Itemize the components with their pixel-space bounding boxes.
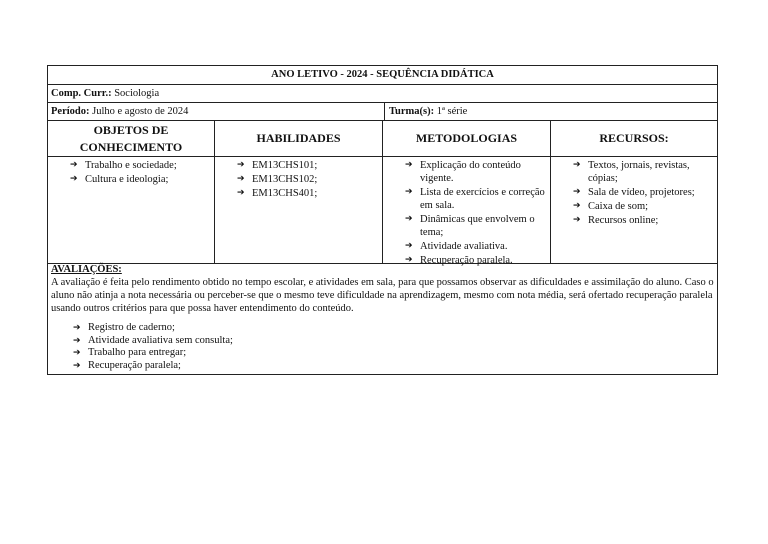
evaluation-list <box>73 322 714 372</box>
right-arrow-icon: ➔ <box>73 335 81 346</box>
resources-list <box>573 159 713 227</box>
class-value: 1ª série <box>434 106 468 117</box>
evaluation-paragraph: A avaliação é feita pelo rendimento obtido no tempo escolar, e atividades em sala, para que possamos observar as dificuldades e assimilação do aluno. Caso o aluno não atinja a nota necessária ou perceber-se que o mesmo teve dificuldade na aprendizagem, mesmo com nota média, será ofertado recuperação paralela usando outros critérios para que possa haver entendimento do conteúdo. <box>51 277 714 314</box>
right-arrow-icon: ➔ <box>405 214 413 224</box>
right-arrow-icon: ➔ <box>73 360 81 371</box>
right-arrow-icon: ➔ <box>573 187 581 197</box>
resources-cell <box>551 157 717 263</box>
period-class-row <box>48 103 717 121</box>
list-item <box>70 173 210 186</box>
right-arrow-icon: ➔ <box>237 188 245 198</box>
list-item-text: Trabalho e sociedade; <box>85 160 177 171</box>
list-item <box>70 159 210 172</box>
right-arrow-icon: ➔ <box>573 215 581 225</box>
right-arrow-icon: ➔ <box>405 255 413 265</box>
list-item <box>405 213 546 239</box>
evaluation-section <box>48 264 717 374</box>
list-item-text: EM13CHS101; <box>252 160 318 171</box>
list-item <box>73 335 714 348</box>
list-item <box>573 186 713 199</box>
right-arrow-icon: ➔ <box>405 187 413 197</box>
evaluation-heading: AVALIAÇÕES: <box>51 264 122 275</box>
list-item <box>73 322 714 335</box>
curriculum-row <box>48 85 717 103</box>
skills-list <box>237 159 378 200</box>
list-item-text: Recuperação paralela; <box>88 359 181 371</box>
list-item-text: Cultura e ideologia; <box>85 174 169 185</box>
content-row <box>48 157 717 264</box>
list-item <box>237 159 378 172</box>
list-item-text: Explicação do conteúdo vigente. <box>420 160 521 184</box>
list-item <box>405 186 546 212</box>
list-item <box>73 347 714 360</box>
right-arrow-icon: ➔ <box>237 174 245 184</box>
knowledge-cell <box>48 157 215 263</box>
list-item <box>73 360 714 373</box>
list-item <box>237 187 378 200</box>
knowledge-list <box>70 159 210 186</box>
list-item <box>573 159 713 185</box>
right-arrow-icon: ➔ <box>573 160 581 170</box>
list-item-text: EM13CHS401; <box>252 188 318 199</box>
list-item-text: Lista de exercícios e correção em sala. <box>420 187 545 211</box>
right-arrow-icon: ➔ <box>405 160 413 170</box>
list-item-text: Atividade avaliativa. <box>420 241 508 252</box>
list-item <box>405 254 546 267</box>
lesson-sequence-table <box>47 65 718 375</box>
list-item-text: Sala de vídeo, projetores; <box>588 187 695 198</box>
list-item-text: Trabalho para entregar; <box>88 347 187 358</box>
list-item-text: Textos, jornais, revistas, cópias; <box>588 160 690 184</box>
right-arrow-icon: ➔ <box>405 241 413 251</box>
period-label: Período: <box>51 106 90 117</box>
right-arrow-icon: ➔ <box>73 323 81 333</box>
right-arrow-icon: ➔ <box>237 160 245 170</box>
list-item-text: Caixa de som; <box>588 201 649 212</box>
document-title: ANO LETIVO - 2024 - SEQUÊNCIA DIDÁTICA <box>48 66 717 85</box>
list-item-text: Dinâmicas que envolvem o tema; <box>420 214 535 238</box>
right-arrow-icon: ➔ <box>70 174 78 184</box>
list-item <box>573 200 713 213</box>
list-item-text: Recursos online; <box>588 215 659 226</box>
column-header-skills: HABILIDADES <box>215 121 383 156</box>
class-cell <box>385 103 717 120</box>
right-arrow-icon: ➔ <box>573 201 581 211</box>
period-cell <box>48 103 385 120</box>
class-label: Turma(s): <box>389 106 435 117</box>
curriculum-value: Sociologia <box>111 88 160 99</box>
period-value: Julho e agosto de 2024 <box>89 106 189 117</box>
methodologies-list <box>405 159 546 267</box>
column-header-knowledge: OBJETOS DE CONHECIMENTO <box>48 121 215 156</box>
column-header-methodologies: METODOLOGIAS <box>383 121 551 156</box>
right-arrow-icon: ➔ <box>70 160 78 170</box>
list-item-text: Recuperação paralela. <box>420 255 513 266</box>
list-item <box>237 173 378 186</box>
list-item <box>573 214 713 227</box>
list-item-text: Registro de caderno; <box>88 322 175 333</box>
list-item-text: Atividade avaliativa sem consulta; <box>88 334 233 346</box>
methodologies-cell <box>383 157 551 266</box>
skills-cell <box>215 157 383 263</box>
list-item-text: EM13CHS102; <box>252 174 318 185</box>
curriculum-label: Comp. Curr.: <box>51 88 112 99</box>
right-arrow-icon: ➔ <box>73 348 81 358</box>
column-header-row <box>48 121 717 157</box>
list-item <box>405 159 546 185</box>
column-header-resources: RECURSOS: <box>599 131 669 145</box>
list-item <box>405 240 546 253</box>
